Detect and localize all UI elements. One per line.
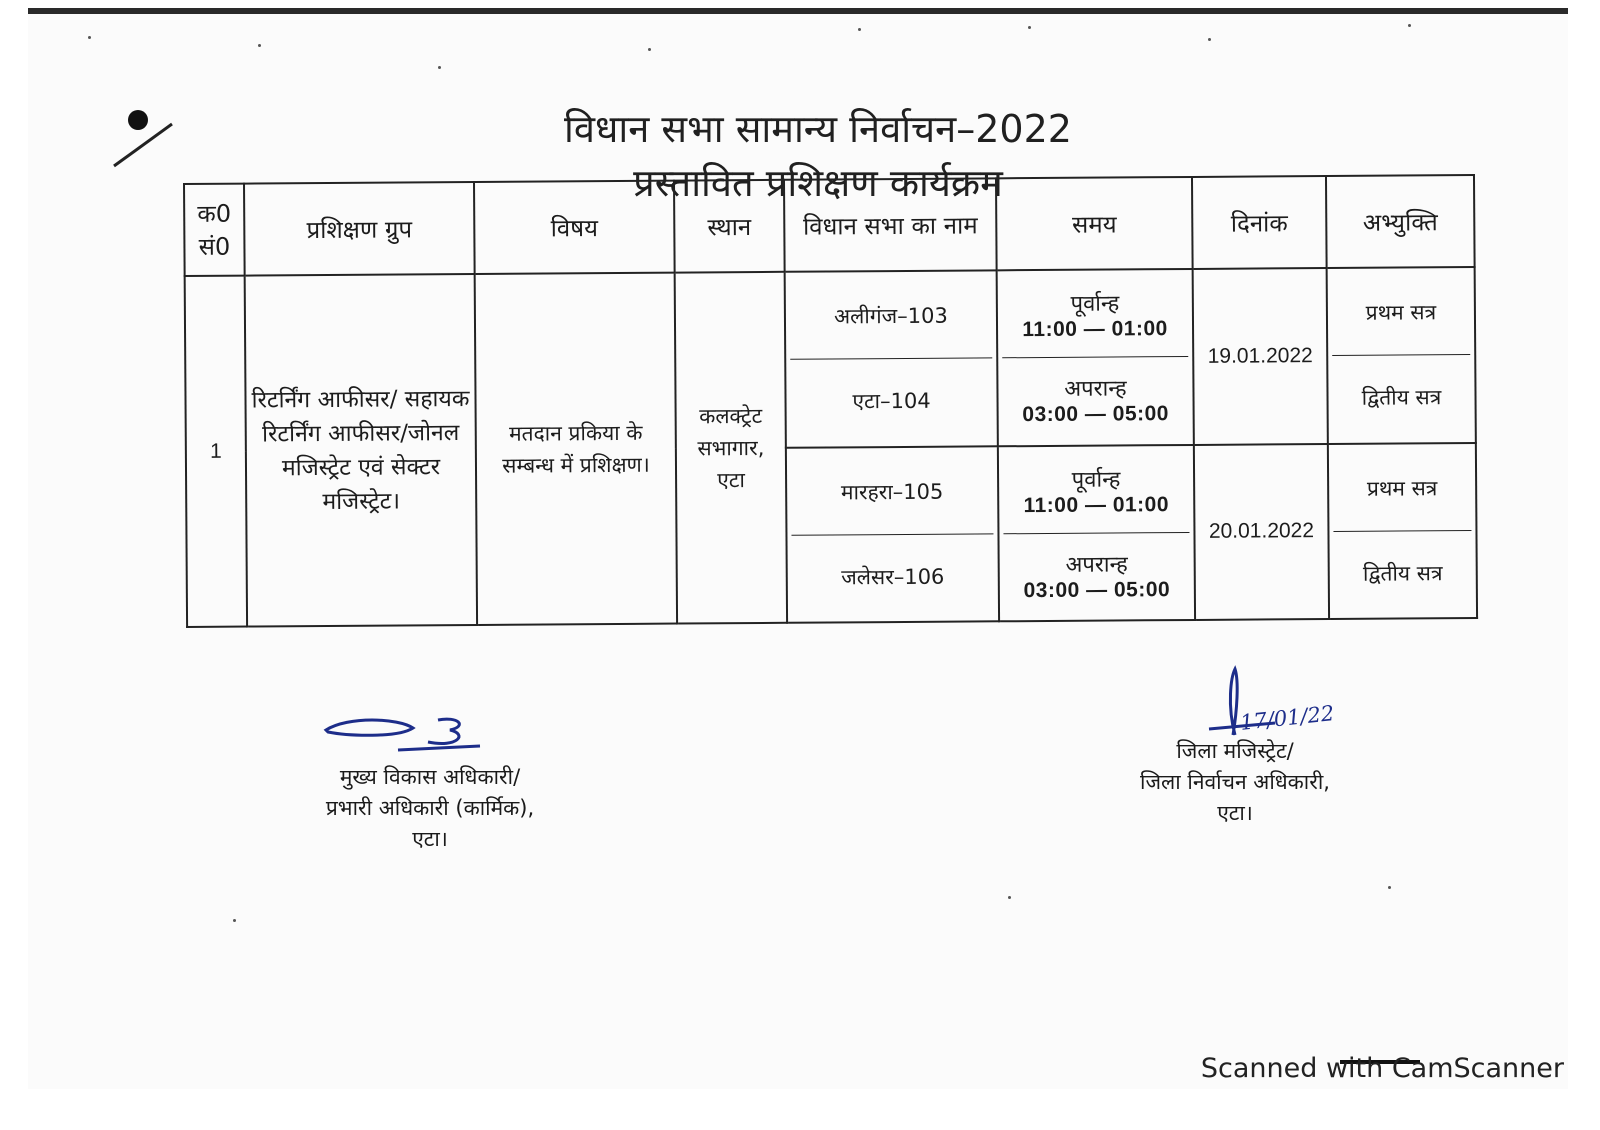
table-row	[185, 267, 1476, 452]
signatory-right-block	[1110, 736, 1360, 829]
training-schedule-table	[183, 174, 1478, 628]
time-range: 11:00 — 01:00	[1022, 317, 1168, 342]
time-label: अपरान्ह	[1065, 552, 1128, 578]
signatory-left-block	[300, 762, 560, 855]
time-range: 03:00 — 05:00	[1023, 577, 1171, 603]
remark-text: द्वितीय सत्र	[1333, 530, 1472, 616]
cell-assembly-block-2	[786, 446, 999, 623]
cell-time-block-2	[998, 444, 1195, 621]
time-label: पूर्वान्ह	[1071, 467, 1121, 493]
assembly-name: जलेसर–106	[791, 533, 994, 620]
header-training-group: प्रशिक्षण ग्रुप	[244, 182, 475, 276]
assembly-name: मारहरा–105	[840, 479, 944, 505]
signatory-right-place: एटा।	[1217, 801, 1253, 825]
header-date: दिनांक	[1192, 176, 1327, 269]
remark-text: द्वितीय सत्र	[1332, 354, 1471, 440]
cell-training-group: रिटर्निंग आफीसर/ सहायक रिटर्निंग आफीसर/जोनल मजिस्ट्रेट एवं सेक्टर मजिस्ट्रेट।	[245, 274, 477, 627]
remark-text: प्रथम सत्र	[1365, 300, 1437, 325]
cell-serial: 1	[185, 276, 247, 627]
signature-left	[318, 712, 488, 756]
time-label: अपरान्ह	[1064, 376, 1127, 403]
signatory-left-designation: प्रभारी अधिकारी (कार्मिक),	[325, 796, 535, 820]
table-header-row	[184, 175, 1475, 276]
header-remark: अभ्युक्ति	[1326, 175, 1475, 268]
time-range: 03:00 — 05:00	[1022, 402, 1170, 427]
signatory-right-designation: जिला निर्वाचन अधिकारी,	[1140, 770, 1330, 794]
cell-remark-block-1	[1327, 267, 1476, 444]
time-label: पूर्वान्ह	[1070, 291, 1120, 317]
signatory-right-title: जिला मजिस्ट्रेट/	[1176, 739, 1294, 763]
header-assembly-name: विधान सभा का नाम	[784, 178, 997, 271]
signatory-left-title: मुख्य विकास अधिकारी/	[339, 765, 521, 789]
cell-subject: मतदान प्रकिया के सम्बन्ध में प्रशिक्षण।	[475, 273, 677, 625]
document-subtitle: प्रस्तावित प्रशिक्षण कार्यक्रम	[633, 161, 1003, 205]
signatory-left-place: एटा।	[412, 827, 448, 851]
cell-time-block-1	[997, 269, 1194, 446]
cell-venue: कलक्ट्रेट सभागार, एटा	[675, 272, 787, 624]
header-serial: क0 सं0	[184, 184, 245, 276]
camscanner-watermark: Scanned with CamScanner	[1200, 1053, 1564, 1084]
time-range: 11:00 — 01:00	[1023, 492, 1170, 517]
document-title: विधान सभा सामान्य निर्वाचन–2022	[564, 107, 1072, 151]
header-time: समय	[996, 177, 1193, 270]
cell-assembly-block-1	[785, 270, 998, 447]
signature-date-handwritten: 17/01/22	[1239, 701, 1336, 735]
cell-remark-block-2	[1328, 442, 1477, 619]
cell-date-2: 20.01.2022	[1194, 444, 1329, 620]
header-subject: विषय	[474, 181, 675, 274]
remark-text: प्रथम सत्र	[1366, 475, 1438, 501]
cell-date-1: 19.01.2022	[1193, 268, 1328, 444]
header-venue: स्थान	[674, 180, 785, 273]
assembly-name: अलीगंज–103	[834, 303, 948, 329]
assembly-name: एटा–104	[790, 358, 993, 445]
